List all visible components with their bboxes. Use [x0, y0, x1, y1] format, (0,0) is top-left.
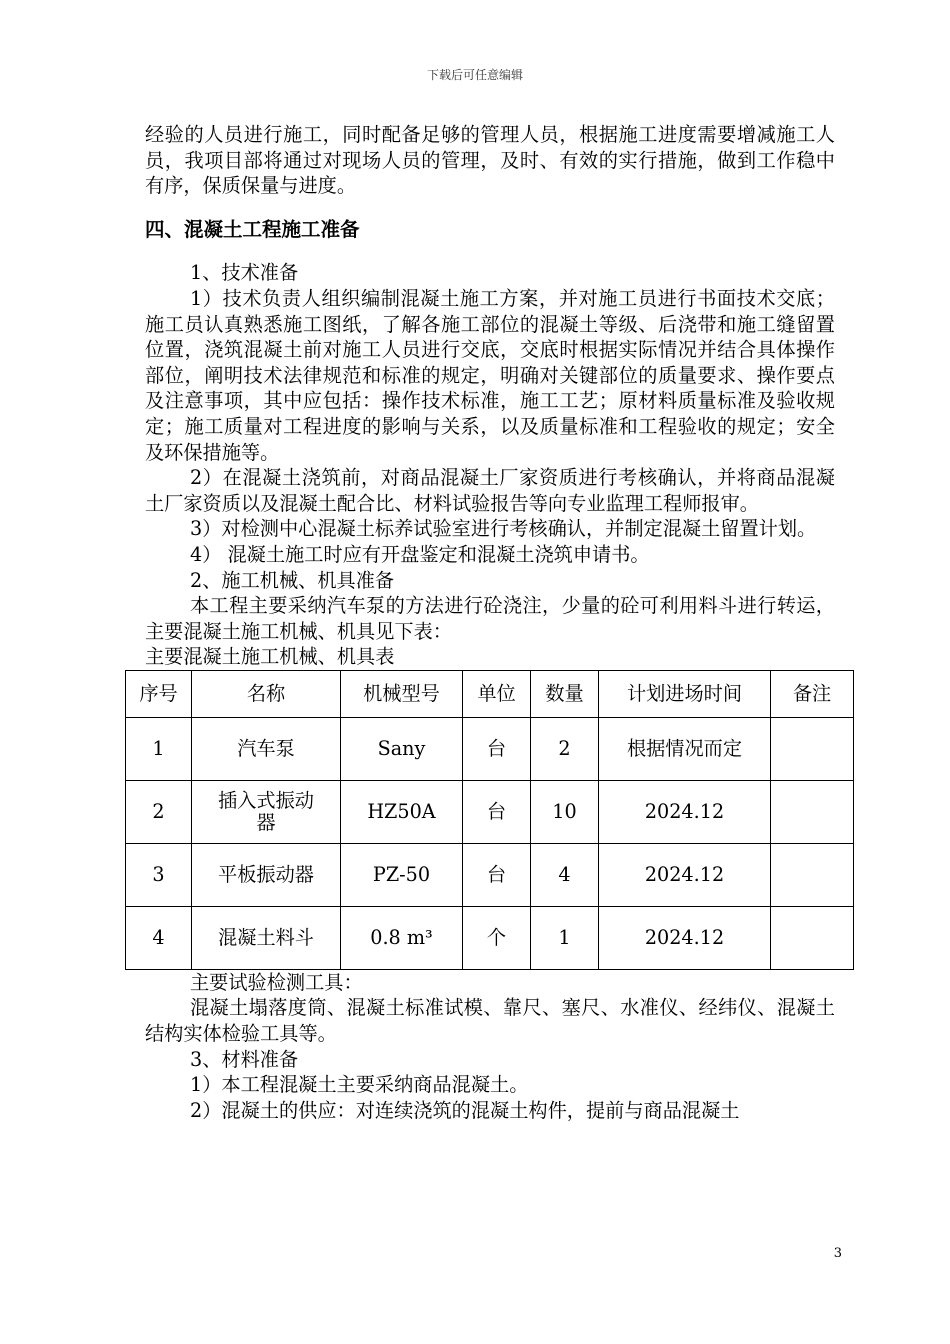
paragraph: 混凝土塌落度筒、混凝土标准试模、靠尺、塞尺、水准仪、经纬仪、混凝土结构实体检验工具等。: [145, 996, 835, 1046]
table-row: [126, 717, 854, 780]
table-cell: 1: [531, 906, 599, 969]
paragraph: 2）混凝土的供应：对连续浇筑的混凝土构件，提前与商品混凝土: [190, 1098, 740, 1122]
table-cell: 混凝土料斗: [192, 906, 341, 969]
table-row: [126, 780, 854, 843]
table-cell: 2: [126, 780, 192, 843]
table-cell: PZ-50: [341, 843, 463, 906]
paragraph: 3）对检测中心混凝土标养试验室进行考核确认，并制定混凝土留置计划。: [190, 517, 817, 541]
document-body: [139, 122, 835, 1123]
table-cell: Sany: [341, 717, 463, 780]
page-header: 下载后可任意编辑: [426, 68, 523, 82]
table-cell: 2024.12: [599, 780, 771, 843]
table-caption: 主要混凝土施工机械、机具表: [145, 645, 395, 669]
subheading-materials: 3、材料准备: [190, 1047, 299, 1071]
equipment-table: [125, 670, 854, 970]
table-cell: 2: [531, 717, 599, 780]
table-cell: 汽车泵: [192, 717, 341, 780]
paragraph: 2）在混凝土浇筑前，对商品混凝土厂家资质进行考核确认，并将商品混凝土厂家资质以及混凝土配合比、材料试验报告等向专业监理工程师报审。: [145, 466, 835, 515]
paragraph: 经验的人员进行施工，同时配备足够的管理人员，根据施工进度需要增减施工人员，我项目部将通过对现场人员的管理，及时、有效的实行措施，做到工作稳中有序，保质保量与进度。: [145, 123, 835, 198]
table-cell: HZ50A: [341, 780, 463, 843]
paragraph: 本工程主要采纳汽车泵的方法进行砼浇注，少量的砼可利用料斗进行转运，主要混凝土施工机械、机具见下表：: [145, 594, 835, 643]
table-cell: [771, 780, 854, 843]
table-cell: 0.8 m³: [341, 906, 463, 969]
header-cell: 机械型号: [341, 670, 463, 717]
header-cell: 数量: [531, 670, 599, 717]
table-cell: 台: [463, 717, 531, 780]
table-cell: 10: [531, 780, 599, 843]
table-cell: [771, 843, 854, 906]
table-row: [126, 843, 854, 906]
table-cell: 个: [463, 906, 531, 969]
table-cell: [771, 717, 854, 780]
table-cell: 2024.12: [599, 906, 771, 969]
subheading-tech: 1、技术准备: [190, 261, 299, 285]
subheading-machinery: 2、施工机械、机具准备: [190, 568, 395, 592]
table-cell: [771, 906, 854, 969]
section-title: 四、混凝土工程施工准备: [145, 217, 360, 241]
page-number: 3: [833, 1246, 842, 1261]
table-header-row: [126, 670, 854, 717]
table-cell: 4: [531, 843, 599, 906]
table-cell: 插入式振动器: [192, 780, 341, 843]
table-row: [126, 906, 854, 969]
table-cell: 台: [463, 780, 531, 843]
table-cell: 平板振动器: [192, 843, 341, 906]
header-cell: 序号: [126, 670, 192, 717]
paragraph: 4） 混凝土施工时应有开盘鉴定和混凝土浇筑申请书。: [190, 542, 650, 566]
header-cell: 名称: [192, 670, 341, 717]
paragraph: 1）技术负责人组织编制混凝土施工方案，并对施工员进行书面技术交底；施工员认真熟悉施工图纸，了解各施工部位的混凝土等级、后浇带和施工缝留置位置，浇筑混凝土前对施工人员进行交底，交底时根据实际情况并结合具体操作部位，阐明技术法律规范和标准的规定，明确对关键部位的质量要求、操作要点及注意事项，其中应包括：操作技术标准，施工工艺；原材料质量标准及验收规定；施工质量对工程进度的影响与关系，以及质量标准和工程验收的规定；安全及环保措施等。: [145, 286, 835, 464]
header-cell: 单位: [463, 670, 531, 717]
table-cell: 根据情况而定: [599, 717, 771, 780]
header-cell: 计划进场时间: [599, 670, 771, 717]
table-cell: 4: [126, 906, 192, 969]
table-cell: 3: [126, 843, 192, 906]
paragraph: 1）本工程混凝土主要采纳商品混凝土。: [190, 1073, 529, 1097]
subheading-tools: 主要试验检测工具：: [190, 970, 363, 994]
table-cell: 台: [463, 843, 531, 906]
header-cell: 备注: [771, 670, 854, 717]
table-cell: 2024.12: [599, 843, 771, 906]
table-cell: 1: [126, 717, 192, 780]
